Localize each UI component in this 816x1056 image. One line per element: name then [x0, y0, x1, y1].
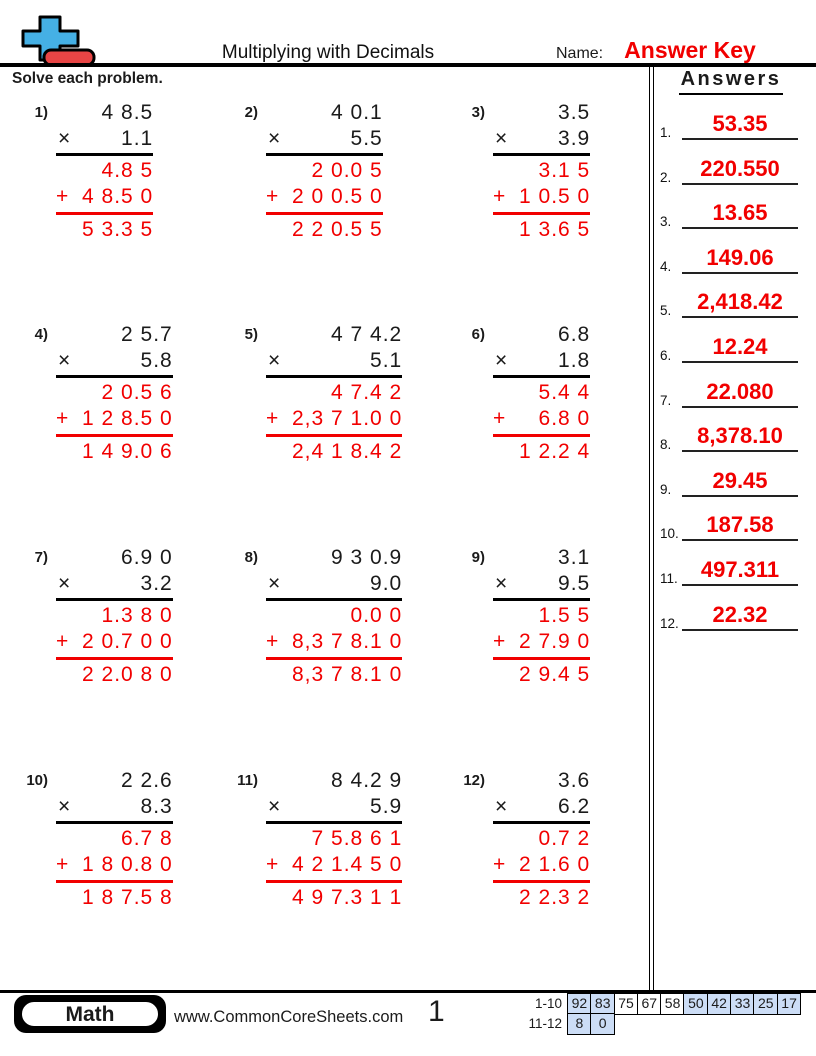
problem-6: [455, 322, 590, 465]
answer-value: 22.080: [682, 379, 798, 408]
problem-number: 11): [237, 772, 258, 789]
multiplication-work: [266, 768, 402, 911]
partial-product-1: 6.7 8: [121, 827, 173, 850]
multiplication-work: [56, 100, 153, 243]
partial-product-2: + 1 8 0.8 0: [56, 852, 173, 883]
multiplier-row: × 3.9: [493, 126, 590, 156]
partial-product-1: 1.3 8 0: [101, 604, 173, 627]
multiplication-work: [266, 322, 402, 465]
name-label: Name:: [556, 45, 604, 62]
problem-8: [228, 545, 402, 688]
problem-number: 5): [244, 326, 258, 343]
partial-product-1: 7 5.8 6 1: [311, 827, 403, 850]
multiplier-row: × 5.9: [266, 794, 402, 824]
multiplication-work: [56, 768, 173, 911]
multiplication-work: [56, 322, 173, 465]
partial-product-2: + 4 8.5 0: [56, 184, 153, 215]
problem-number: 10): [26, 772, 48, 789]
multiplicand: 4 0.1: [331, 101, 383, 124]
answer-item-8: [656, 410, 806, 452]
answer-item-1: [656, 98, 806, 140]
partial-product-1: 0.7 2: [538, 827, 591, 850]
answer-number: 11.: [660, 571, 678, 586]
problem-12: [455, 768, 590, 911]
plus-sign: +: [493, 630, 507, 653]
partial-product-1: 5.4 4: [538, 381, 591, 404]
plus-sign: +: [493, 185, 507, 208]
score-row-1-10: [518, 993, 801, 1015]
multiplier-row: × 5.1: [266, 348, 402, 378]
instruction-text: Solve each problem.: [12, 70, 163, 87]
score-row-label: 11-12: [528, 1016, 562, 1031]
answer-item-11: [656, 544, 806, 586]
answer-value: 187.58: [682, 512, 798, 541]
plus-sign: +: [56, 185, 70, 208]
multiplicand: 4 7 4.2: [331, 323, 403, 346]
answer-number: 4.: [660, 258, 672, 274]
score-cell: 8: [567, 1013, 592, 1035]
partial-product-2: + 8,3 7 8.1 0: [266, 629, 402, 660]
score-cell: 92: [567, 993, 592, 1015]
answer-item-9: [656, 455, 806, 497]
multiplication-work: [493, 768, 590, 911]
answer-item-10: [656, 499, 806, 541]
answers-title: Answers: [656, 68, 806, 95]
multiplicand: 4 8.5: [101, 101, 154, 124]
answer-item-2: [656, 143, 806, 185]
answers-divider-double-rule: [649, 64, 654, 990]
multiplier-row: × 1.8: [493, 348, 590, 378]
times-sign: ×: [58, 349, 72, 372]
answer-value: 149.06: [682, 245, 798, 274]
plus-sign: +: [266, 630, 280, 653]
answer-number: 6.: [660, 348, 672, 363]
page-title: Multiplying with Decimals: [221, 42, 435, 63]
answer-value: 220.550: [682, 156, 798, 185]
answer-number: 8.: [660, 437, 672, 453]
problem-number: 2): [244, 104, 258, 121]
page-number: 1: [428, 995, 445, 1028]
answer-item-7: [656, 366, 806, 408]
answer-number: 7.: [660, 392, 672, 408]
times-sign: ×: [495, 795, 509, 818]
product: 2 2.0 8 0: [82, 663, 173, 686]
partial-product-1: 3.1 5: [538, 159, 591, 182]
problem-4: [18, 322, 173, 465]
score-cell: 75: [614, 993, 639, 1015]
score-cell: 50: [683, 993, 708, 1015]
partial-product-1: 4 7.4 2: [331, 381, 403, 404]
plus-sign: +: [266, 853, 280, 876]
partial-product-2: + 6.8 0: [493, 406, 590, 437]
answer-value: 13.65: [682, 200, 798, 229]
problem-1: [18, 100, 153, 243]
multiplier-row: × 5.5: [266, 126, 383, 156]
answer-value: 29.45: [682, 468, 798, 497]
product: 4 9 7.3 1 1: [292, 886, 403, 909]
answer-key-label: Answer Key: [624, 37, 756, 63]
partial-product-1: 2 0.5 6: [101, 381, 173, 404]
score-table: [518, 993, 801, 1035]
partial-product-2: + 2 0 0.5 0: [266, 184, 383, 215]
product: 1 3.6 5: [519, 218, 591, 241]
answer-item-5: [656, 276, 806, 318]
problem-number: 8): [244, 549, 258, 566]
answer-item-6: [656, 321, 806, 363]
times-sign: ×: [495, 127, 509, 150]
product: 2,4 1 8.4 2: [292, 440, 403, 463]
partial-product-2: + 2 7.9 0: [493, 629, 590, 660]
product: 2 9.4 5: [519, 663, 591, 686]
score-cell: 42: [707, 993, 732, 1015]
product: 1 4 9.0 6: [82, 440, 173, 463]
multiplier-row: × 3.2: [56, 571, 173, 601]
partial-product-2: + 1 0.5 0: [493, 184, 590, 215]
product: 8,3 7 8.1 0: [292, 663, 403, 686]
answer-number: 5.: [660, 303, 672, 319]
plus-sign: +: [56, 853, 70, 876]
partial-product-1: 1.5 5: [538, 604, 591, 627]
header-rule: [0, 63, 816, 67]
answer-number: 3.: [660, 214, 672, 230]
problem-number: 3): [471, 104, 485, 121]
answer-number: 1.: [660, 125, 672, 140]
answer-item-12: [656, 589, 806, 631]
answer-number: 10.: [660, 526, 679, 542]
multiplicand: 3.5: [558, 101, 591, 124]
score-cell: 0: [590, 1013, 615, 1035]
multiplication-work: [493, 545, 590, 688]
multiplier-row: × 9.0: [266, 571, 402, 601]
multiplicand: 2 5.7: [121, 323, 173, 346]
answer-value: 12.24: [682, 334, 798, 363]
problem-number: 9): [471, 549, 485, 566]
plus-sign: +: [493, 407, 507, 430]
problem-9: [455, 545, 590, 688]
times-sign: ×: [268, 349, 282, 372]
times-sign: ×: [268, 127, 282, 150]
score-cell: 33: [730, 993, 755, 1015]
multiplier-row: × 9.5: [493, 571, 590, 601]
multiplication-work: [266, 100, 383, 243]
multiplier-row: × 5.8: [56, 348, 173, 378]
score-cell: 83: [590, 993, 615, 1015]
plus-sign: +: [266, 185, 280, 208]
times-sign: ×: [58, 127, 72, 150]
score-row-11-12: [518, 1013, 801, 1035]
multiplication-work: [493, 100, 590, 243]
answer-item-3: [656, 187, 806, 229]
multiplicand: 6.9 0: [121, 546, 173, 569]
partial-product-2: + 4 2 1.4 5 0: [266, 852, 402, 883]
multiplicand: 8 4.2 9: [331, 769, 403, 792]
answer-value: 22.32: [682, 602, 798, 631]
plus-sign: +: [266, 407, 280, 430]
score-cell: 25: [753, 993, 778, 1015]
plus-sign: +: [56, 407, 70, 430]
plus-sign: +: [493, 853, 507, 876]
multiplication-work: [493, 322, 590, 465]
times-sign: ×: [268, 795, 282, 818]
product: 2 2 0.5 5: [292, 218, 383, 241]
multiplicand: 2 2.6: [121, 769, 173, 792]
times-sign: ×: [58, 572, 72, 595]
multiplication-work: [56, 545, 173, 688]
problem-7: [18, 545, 173, 688]
problem-10: [18, 768, 173, 911]
multiplication-work: [266, 545, 402, 688]
multiplicand: 6.8: [558, 323, 591, 346]
website-link[interactable]: www.CommonCoreSheets.com: [174, 1008, 404, 1026]
problem-number: 12): [463, 772, 485, 789]
partial-product-1: 4.8 5: [101, 159, 154, 182]
subject-label: Math: [19, 999, 161, 1029]
product: 2 2.3 2: [519, 886, 591, 909]
plus-sign: +: [56, 630, 70, 653]
problem-number: 6): [471, 326, 485, 343]
partial-product-1: 0.0 0: [350, 604, 403, 627]
times-sign: ×: [58, 795, 72, 818]
answer-number: 12.: [660, 615, 679, 631]
problem-number: 1): [34, 104, 48, 121]
times-sign: ×: [268, 572, 282, 595]
partial-product-2: + 2,3 7 1.0 0: [266, 406, 402, 437]
multiplier-row: × 1.1: [56, 126, 153, 156]
answer-value: 53.35: [682, 111, 798, 140]
score-row-label: 1-10: [534, 996, 562, 1011]
problem-11: [228, 768, 402, 911]
problem-number: 7): [34, 549, 48, 566]
partial-product-2: + 1 2 8.5 0: [56, 406, 173, 437]
multiplicand: 3.1: [558, 546, 591, 569]
problem-5: [228, 322, 402, 465]
product: 5 3.3 5: [82, 218, 154, 241]
partial-product-2: + 2 0.7 0 0: [56, 629, 173, 660]
problem-number: 4): [34, 326, 48, 343]
subject-badge: [14, 995, 166, 1033]
score-cell: 58: [660, 993, 685, 1015]
product: 1 2.2 4: [519, 440, 591, 463]
times-sign: ×: [495, 349, 509, 372]
multiplier-row: × 6.2: [493, 794, 590, 824]
answer-value: 497.311: [682, 557, 798, 586]
times-sign: ×: [495, 572, 509, 595]
partial-product-2: + 2 1.6 0: [493, 852, 590, 883]
multiplicand: 3.6: [558, 769, 591, 792]
answer-value: 8,378.10: [682, 423, 798, 452]
score-cell: 67: [637, 993, 662, 1015]
product: 1 8 7.5 8: [82, 886, 173, 909]
score-cell: 17: [777, 993, 802, 1015]
answer-number: 9.: [660, 481, 672, 497]
multiplier-row: × 8.3: [56, 794, 173, 824]
problem-3: [455, 100, 590, 243]
answer-item-4: [656, 232, 806, 274]
multiplicand: 9 3 0.9: [331, 546, 403, 569]
answer-number: 2.: [660, 169, 672, 185]
answer-value: 2,418.42: [682, 289, 798, 318]
partial-product-1: 2 0.0 5: [311, 159, 383, 182]
problem-2: [228, 100, 383, 243]
